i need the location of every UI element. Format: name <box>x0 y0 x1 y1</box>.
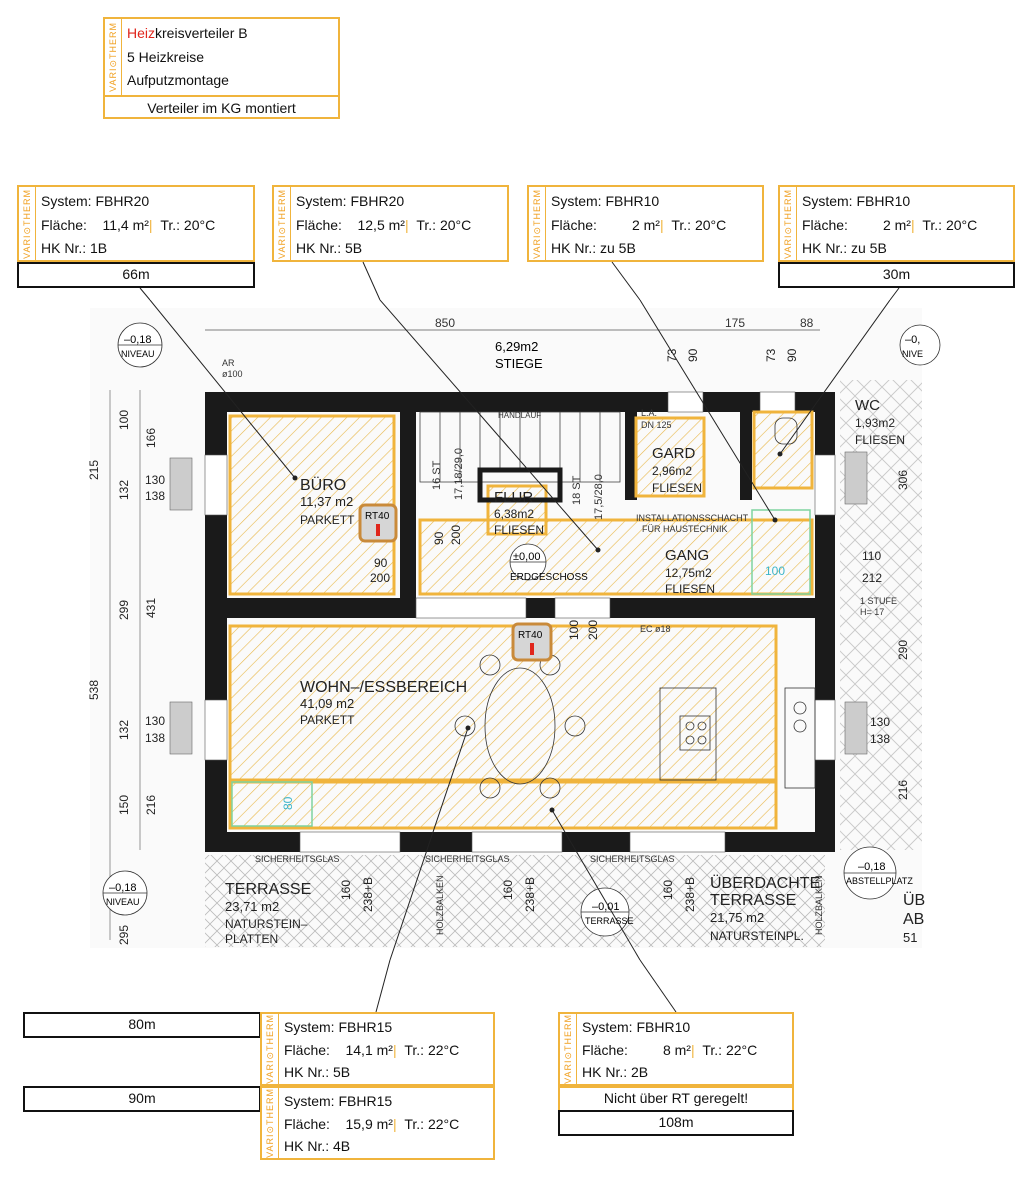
flur-floor: FLIESEN <box>494 523 545 537</box>
circuit-area: Fläche: 11,4 m²| Tr.: 20°C <box>41 217 216 233</box>
rt-label: RT40 <box>518 630 543 641</box>
distributor-footer: Verteiler im KG montiert <box>105 95 338 119</box>
door-dim: 160 <box>661 879 675 900</box>
circuit-box-7 <box>558 1012 794 1086</box>
circuit-hk: HK Nr.: 2B <box>582 1064 649 1080</box>
brand-strip: VARI⊙THERM <box>105 19 122 95</box>
circuit-box-5 <box>260 1012 495 1086</box>
door-dim: 100 <box>567 619 581 640</box>
svg-text:–0,18: –0,18 <box>858 861 886 873</box>
dim-right: 216 <box>896 779 910 800</box>
buero-name: BÜRO <box>300 477 347 494</box>
door-dim: 200 <box>586 619 600 640</box>
dim-left-130b: 130 <box>145 714 166 728</box>
dim-left: 100 <box>117 409 131 430</box>
wc-name: WC <box>855 397 880 414</box>
circuit-note-7: Nicht über RT geregelt! <box>558 1086 794 1112</box>
svg-text:–0,18: –0,18 <box>109 882 137 894</box>
door-dim: 238+B <box>683 876 697 912</box>
door-dim: 90 <box>432 531 446 545</box>
dim-right: 130 <box>870 715 891 729</box>
circuit-hk: HK Nr.: zu 5B <box>802 240 887 256</box>
door-dim: 200 <box>370 571 391 585</box>
label-glas-3: SICHERHEITSGLAS <box>590 854 675 864</box>
svg-text:NIVEAU: NIVEAU <box>121 349 155 359</box>
circuit-hk: HK Nr.: zu 5B <box>551 240 636 256</box>
wc-floor: FLIESEN <box>855 433 906 447</box>
label-la: L.A. <box>641 408 658 418</box>
door-dim: 160 <box>339 879 353 900</box>
dim-left: 299 <box>117 599 131 620</box>
dim-left-130: 130 <box>145 473 166 487</box>
circuit-system: System: FBHR20 <box>296 193 405 209</box>
ueberdacht-name2: TERRASSE <box>710 892 797 909</box>
circuit-system: System: FBHR15 <box>284 1093 393 1109</box>
stiege-name: STIEGE <box>495 356 543 371</box>
wohn-name: WOHN–/ESSBEREICH <box>300 679 468 696</box>
door-dim: 73 <box>764 348 778 362</box>
circuit-area: Fläche: 2 m²| Tr.: 20°C <box>551 217 727 233</box>
svg-text:±0,00: ±0,00 <box>513 551 541 563</box>
dim-right: 212 <box>862 571 883 585</box>
wc-area: 1,93m2 <box>855 416 896 430</box>
door-dim: 90 <box>785 348 799 362</box>
circuit-area: Fläche: 15,9 m²| Tr.: 22°C <box>284 1116 460 1132</box>
label-ar: AR <box>222 358 235 368</box>
brand-strip: VARI⊙THERM <box>262 1014 279 1084</box>
ueberdacht-floor: NATURSTEINPL. <box>710 929 804 943</box>
circuit-length-6: 90m <box>23 1086 261 1112</box>
label-st16b: 17,18/29,0 <box>453 448 465 500</box>
label-stufe2: H= 17 <box>860 607 885 617</box>
svg-text:TERRASSE: TERRASSE <box>585 916 634 926</box>
label-51: 51 <box>903 930 918 945</box>
dim-left-138b: 138 <box>145 731 166 745</box>
wohn-floor: PARKETT <box>300 713 355 727</box>
label-st18: 18 ST <box>571 475 583 505</box>
door-dim: 160 <box>501 879 515 900</box>
dim-left: 431 <box>144 597 158 618</box>
dim-right: 110 <box>862 549 882 563</box>
brand-strip: VARI⊙THERM <box>19 187 36 260</box>
label-st16: 16 ST <box>431 460 443 490</box>
label-holz-2: HOLZBALKEN <box>814 875 824 935</box>
label-ab: AB <box>903 911 925 928</box>
circuit-hk: HK Nr.: 4B <box>284 1138 351 1154</box>
distributor-title: Heizkreisverteiler B <box>127 25 248 41</box>
gang-name: GANG <box>665 547 710 564</box>
flur-name: FLUR <box>494 489 534 506</box>
circuit-hk: HK Nr.: 5B <box>296 240 363 256</box>
dim-100-green: 100 <box>765 564 786 578</box>
buero-floor: PARKETT <box>300 513 355 527</box>
dim-left: 132 <box>117 479 131 500</box>
dim-80-green: 80 <box>281 796 295 810</box>
label-ec: EC ø18 <box>640 624 671 634</box>
buero-area: 11,37 m2 <box>300 494 354 509</box>
dim-left: 216 <box>144 794 158 815</box>
svg-text:–0,18: –0,18 <box>124 334 152 346</box>
brand-strip: VARI⊙THERM <box>262 1088 279 1158</box>
label-glas-2: SICHERHEITSGLAS <box>425 854 510 864</box>
svg-text:–0,: –0, <box>905 334 921 346</box>
terrasse-area: 23,71 m2 <box>225 899 280 914</box>
gard-area: 2,96m2 <box>652 464 693 478</box>
dim-right: 138 <box>870 732 891 746</box>
circuit-area: Fläche: 8 m²| Tr.: 22°C <box>582 1042 758 1058</box>
ueberdacht-area: 21,75 m2 <box>710 910 765 925</box>
svg-text:NIVE: NIVE <box>902 349 924 359</box>
dim-left: 132 <box>117 719 131 740</box>
dim-left-138: 138 <box>145 489 166 503</box>
dim-right: 306 <box>896 469 910 490</box>
label-install1: INSTALLATIONSSCHACHT <box>636 513 749 523</box>
dim-left: 215 <box>87 459 101 480</box>
rt-label: RT40 <box>365 511 390 522</box>
label-holz-1: HOLZBALKEN <box>435 875 445 935</box>
gard-floor: FLIESEN <box>652 481 703 495</box>
wohn-area: 41,09 m2 <box>300 696 355 711</box>
door-dim: 90 <box>374 556 388 570</box>
door-dim: 73 <box>665 348 679 362</box>
dim-left: 166 <box>144 427 158 448</box>
dim-left: 538 <box>87 679 101 700</box>
brand-strip: VARI⊙THERM <box>529 187 546 260</box>
gard-name: GARD <box>652 445 696 462</box>
brand-strip: VARI⊙THERM <box>560 1014 577 1084</box>
circuit-length-7: 108m <box>558 1110 794 1136</box>
dim-left: 150 <box>117 794 131 815</box>
svg-text:NIVEAU: NIVEAU <box>106 897 140 907</box>
circuit-hk: HK Nr.: 5B <box>284 1064 351 1080</box>
gang-area: 12,75m2 <box>665 566 712 580</box>
label-glas-1: SICHERHEITSGLAS <box>255 854 340 864</box>
ueberdacht-name1: ÜBERDACHTE <box>710 875 821 892</box>
distributor-circuits: 5 Heizkreise <box>127 49 205 65</box>
circuit-length-4: 30m <box>778 262 1015 288</box>
circuit-system: System: FBHR15 <box>284 1019 393 1035</box>
circuit-system: System: FBHR10 <box>551 193 660 209</box>
terrasse-floor1: NATURSTEIN– <box>225 917 308 931</box>
door-dim: 90 <box>686 348 700 362</box>
circuit-system: System: FBHR10 <box>802 193 911 209</box>
svg-text:ERDGESCHOSS: ERDGESCHOSS <box>510 572 588 583</box>
gang-floor: FLIESEN <box>665 582 716 596</box>
flur-area: 6,38m2 <box>494 507 535 521</box>
terrasse-name: TERRASSE <box>225 881 312 898</box>
dim-right: 290 <box>896 639 910 660</box>
circuit-length-1: 66m <box>17 262 255 288</box>
door-dim: 200 <box>449 524 463 545</box>
circuit-length-5: 80m <box>23 1012 261 1038</box>
door-dim: 238+B <box>361 876 375 912</box>
circuit-system: System: FBHR20 <box>41 193 150 209</box>
svg-text:ABSTELLPLATZ: ABSTELLPLATZ <box>846 876 913 886</box>
circuit-box-6 <box>260 1086 495 1160</box>
label-st18b: 17,5/28,0 <box>593 474 605 520</box>
distributor-mounting: Aufputzmontage <box>127 72 229 88</box>
label-dn: DN 125 <box>641 420 672 430</box>
dim-88: 88 <box>800 316 814 330</box>
label-install2: FÜR HAUSTECHNIK <box>642 524 728 534</box>
brand-strip: VARI⊙THERM <box>780 187 797 260</box>
dim-left: 295 <box>117 924 131 945</box>
svg-text:–0,01: –0,01 <box>592 901 620 913</box>
dim-175: 175 <box>725 316 746 330</box>
stiege-area: 6,29m2 <box>495 339 539 354</box>
circuit-system: System: FBHR10 <box>582 1019 691 1035</box>
brand-strip: VARI⊙THERM <box>274 187 291 260</box>
label-ueb: ÜB <box>903 892 926 909</box>
terrasse-floor2: PLATTEN <box>225 932 279 946</box>
circuit-hk: HK Nr.: 1B <box>41 240 108 256</box>
dim-850: 850 <box>435 316 456 330</box>
label-stufe1: 1 STUFE <box>860 596 898 606</box>
label-ar-dia: ø100 <box>222 369 243 379</box>
door-dim: 238+B <box>523 876 537 912</box>
circuit-area: Fläche: 14,1 m²| Tr.: 22°C <box>284 1042 460 1058</box>
label-handlauf: HANDLAUF <box>498 411 542 420</box>
circuit-area: Fläche: 12,5 m²| Tr.: 20°C <box>296 217 472 233</box>
circuit-area: Fläche: 2 m²| Tr.: 20°C <box>802 217 978 233</box>
